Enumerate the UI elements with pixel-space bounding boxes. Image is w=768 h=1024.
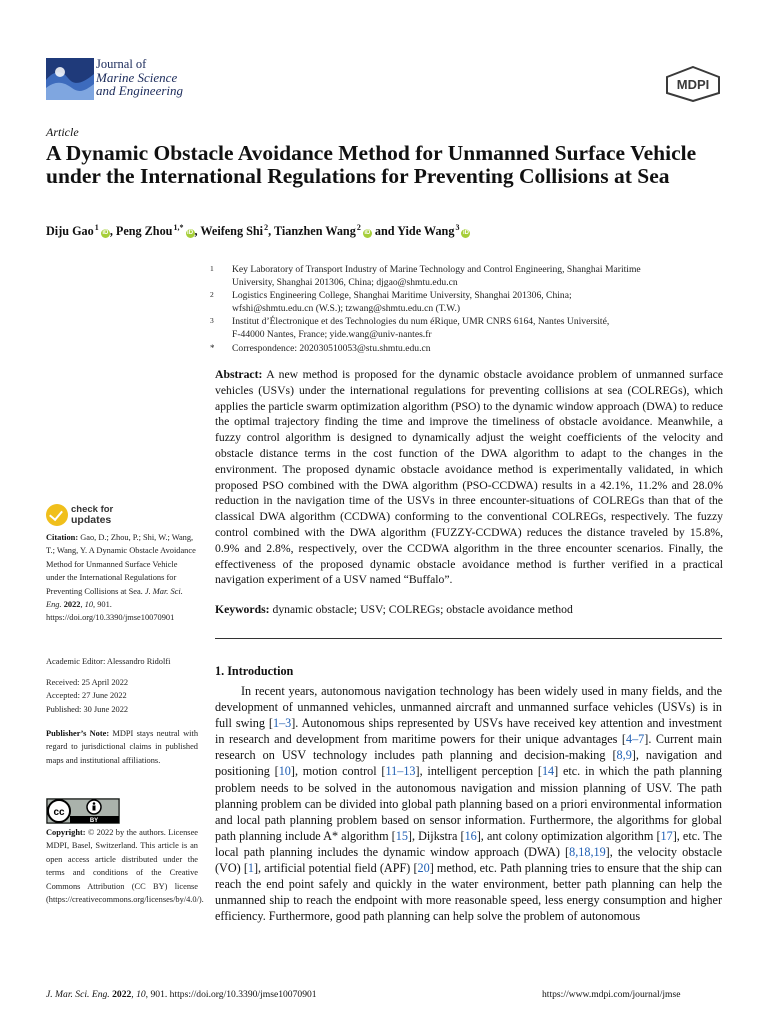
journal-wave-logo bbox=[46, 58, 94, 100]
citation-label: Citation: bbox=[46, 533, 79, 542]
author-name: Tianzhen Wang bbox=[273, 224, 356, 239]
citation-doi[interactable]: , 901. https://doi.org/10.3390/jmse10070901 bbox=[46, 600, 175, 623]
footer-volume: 10 bbox=[136, 989, 146, 1000]
citation-link[interactable]: 11–13 bbox=[385, 764, 416, 779]
orcid-icon[interactable]: iD bbox=[462, 230, 469, 237]
author-affiliation-mark: 3 bbox=[455, 223, 460, 232]
footer-year: 2022 bbox=[112, 989, 132, 1000]
publisher-note-text: MDPI stays neutral with regard to jurisdictional claims in published maps and institutional affiliations. bbox=[46, 729, 199, 765]
accepted-date: Accepted: 27 June 2022 bbox=[46, 691, 127, 701]
citation-link[interactable]: 20 bbox=[417, 861, 430, 876]
affiliation-line: Institut d’Électronique et des Technologies du num éRique, UMR CNRS 6164, Nantes Université, bbox=[232, 316, 610, 327]
citation-link[interactable]: 4–7 bbox=[625, 732, 645, 747]
abstract-label: Abstract: bbox=[215, 368, 263, 381]
section-heading: 1. Introduction bbox=[215, 664, 294, 678]
text-run: ], motion control [ bbox=[290, 764, 386, 779]
text-run: ] etc. in which the path planning problem needs to be solved in the autonomous navigation and mission planning of USV. The path planning problem can be divided into global path planning based on a priori environmental information and local path planning problem based on sensor information. Furthermore, the algorithms for global path planning include A* algorithm [ bbox=[215, 764, 722, 843]
affiliation-line: Logistics Engineering College, Shanghai Maritime University, Shanghai 201306, China; bbox=[232, 290, 572, 301]
cc-by-license-icon[interactable] bbox=[46, 798, 120, 824]
citation-year: 2022 bbox=[63, 600, 81, 610]
paragraph bbox=[215, 683, 722, 924]
affiliation-line: Key Laboratory of Transport Industry of Marine Technology and Control Engineering, Shanghai Maritime bbox=[232, 264, 641, 275]
citation-link[interactable]: 14 bbox=[541, 764, 555, 779]
text-run: ], etc. The local path planning includes the dynamic window approach (DWA) [ bbox=[215, 828, 723, 859]
affiliation-line: F-44000 Nantes, France; yide.wang@univ-nantes.fr bbox=[232, 329, 432, 341]
check-icon bbox=[46, 504, 68, 526]
author-name: Peng Zhou bbox=[115, 224, 173, 239]
correspondence-mark: * bbox=[210, 343, 215, 353]
cc-by-text: BY bbox=[89, 818, 99, 824]
keywords bbox=[215, 603, 723, 616]
text-run: ], intelligent perception [ bbox=[415, 764, 542, 779]
affiliation-number: 3 bbox=[210, 316, 214, 325]
footer-journal: J. Mar. Sci. Eng. bbox=[46, 989, 110, 1000]
citation-link[interactable]: 16 bbox=[464, 828, 477, 843]
citation-journal: J. Mar. Sci. Eng. bbox=[46, 586, 183, 610]
abstract-text: A new method is proposed for the dynamic obstacle avoidance problem of unmanned surface vehicles (USVs) under the international regulations for preventing collisions at sea (COLREGs), which applies the particle swarm optimization algorithm (PSO) to the dynamic window approach (DWA) to reduce the optimal trajectory finding the time and improve the timeliness of obstacle avoidance. Meanwhile, a fuzzy control algorithm is designed to dynamically adjust the weight coefficients of the velocity and obstacle distance terms in the cost function of the DWA algorithm to adapt to the changes in the environment. The proposed dynamic obstacle avoidance method is experimentally validated, in which proposed PSO combined with the DWA algorithm (PSO-CCDWA) results in a 42.1%, 11.2% and 28.0% reduction in the navigation time of the USVs in three encounter-situations of COLREGs than that of the classical DWA algorithm (CCDWA) conforming to the conventional COLREGs, respectively. The fuzzy control combined with the DWA algorithm (FUZZY-CCDWA) reduces the distance traveled by 15.8%, 0.9% and 2.8%, respectively, over the CCDWA algorithm in the three encounter scenarios. Finally, the effectiveness of the proposed dynamic obstacle avoidance method is further verified in a practical navigation experiment of a USV named “Buffalo”. bbox=[215, 368, 724, 587]
mdpi-logo bbox=[664, 66, 722, 102]
text-run: ]. Autonomous ships represented by USVs have received key attention and investment in research and development from maritime powers for their unique advantages [ bbox=[215, 716, 722, 747]
author-affiliation-mark: 2 bbox=[264, 223, 269, 232]
text-run: ] method, etc. Path planning tries to ensure that the ship can reach the end point safely and quickly in the water environment, better path planning can help the unmanned ship to reach the endpoint with more reasonable speed, less energy consumption and higher efficiency. Furthermore, good path planning can help solve the problem of autonomous bbox=[215, 861, 722, 924]
copyright-notice bbox=[46, 826, 204, 906]
footer-doi-link[interactable]: , 901. https://doi.org/10.3390/jmse10070901 bbox=[145, 989, 317, 1000]
author-name: Weifeng Shi bbox=[200, 224, 264, 239]
orcid-icon[interactable]: iD bbox=[102, 230, 109, 237]
citation-volume: 10 bbox=[84, 600, 93, 610]
publisher-note bbox=[46, 727, 198, 767]
text-run: ]. Current main research on USV technology includes path planning and decision-making [ bbox=[215, 732, 722, 763]
article-type: Article bbox=[46, 125, 79, 139]
text-run: ], artificial potential field (APF) [ bbox=[254, 861, 418, 876]
citation-text: Gao, D.; Zhou, P.; Shi, W.; Wang, T.; Wang, Y. A Dynamic Obstacle Avoidance Method for Unmanned Surface Vehicle under the International Regulations for Preventing Collisions at Sea. bbox=[46, 533, 196, 596]
author-list: Diju Gao $^1$ iD , Peng Zhou $^{1,*}$ iD , Weifeng Shi $^2$, Tianzhen Wang $^2$ iD and Yide Wang $^3$ iD bbox=[46, 223, 469, 239]
footer-citation: J. Mar. Sci. Eng. 2022, 10, 901. https://doi.org/10.3390/jmse10070901 bbox=[46, 989, 317, 1000]
citation-link[interactable]: 8,18,19 bbox=[569, 844, 606, 859]
text-run: ], ant colony optimization algorithm [ bbox=[476, 828, 661, 843]
check-updates-line1: check for bbox=[71, 504, 114, 515]
received-date: Received: 25 April 2022 bbox=[46, 678, 129, 687]
text-run: ], navigation and positioning [ bbox=[215, 748, 722, 779]
orcid-icon[interactable]: iD bbox=[364, 230, 371, 237]
correspondence-line: Correspondence: 202030510053@stu.shmtu.edu.cn bbox=[232, 343, 431, 354]
author-name: Yide Wang bbox=[397, 224, 455, 239]
affiliation-number: 1 bbox=[210, 264, 214, 273]
affiliation-line: University, Shanghai 201306, China; djgao@shmtu.edu.cn bbox=[232, 277, 458, 289]
abstract bbox=[215, 367, 723, 588]
copyright-text: © 2022 by the authors. Licensee MDPI, Basel, Switzerland. This article is an open access article distributed under the terms and conditions of the Creative Commons Attribution (CC BY) license (https://creativecommons.org/licenses/by/4.0/). bbox=[46, 828, 204, 905]
keywords-text: dynamic obstacle; USV; COLREGs; obstacle avoidance method bbox=[272, 603, 573, 616]
check-for-updates-badge[interactable] bbox=[46, 504, 136, 528]
check-updates-line2: updates bbox=[71, 514, 112, 526]
affiliation-line: wfshi@shmtu.edu.cn (W.S.); tzwang@shmtu.edu.cn (T.W.) bbox=[232, 303, 461, 315]
published-date: Published: 30 June 2022 bbox=[46, 704, 129, 714]
journal-name-line3: and Engineering bbox=[96, 83, 184, 98]
copyright-label: Copyright: bbox=[46, 828, 86, 837]
author-joiner: and bbox=[374, 224, 395, 239]
journal-name-line1: Journal of bbox=[96, 57, 147, 71]
citation-link[interactable]: 17 bbox=[660, 828, 673, 843]
footer-journal-url[interactable]: https://www.mdpi.com/journal/jmse bbox=[542, 989, 681, 1000]
academic-editor: Academic Editor: Alessandro Ridolfi bbox=[46, 657, 171, 666]
text-run: ], Dijkstra [ bbox=[407, 828, 465, 843]
journal-name-line2: Marine Science bbox=[96, 70, 178, 85]
author-affiliation-mark: 1 bbox=[94, 223, 99, 232]
publisher-note-label: Publisher’s Note: bbox=[46, 729, 110, 738]
introduction-body bbox=[215, 683, 722, 924]
publication-dates bbox=[46, 676, 198, 716]
svg-text:cc: cc bbox=[53, 807, 65, 818]
citation-link[interactable]: 1 bbox=[247, 861, 254, 876]
journal-name bbox=[96, 58, 183, 97]
author-affiliation-mark: 1,* bbox=[173, 223, 184, 232]
author-affiliation-mark: 2 bbox=[356, 223, 361, 232]
citation-block: Citation: Gao, D.; Zhou, P.; Shi, W.; Wang, T.; Wang, Y. A Dynamic Obstacle Avoidance Method for Unmanned Surface Vehicle under the International Regulations for Preventing Collisions at Sea. J. Mar. Sci. Eng. 2022, 10, 901. https://doi.org/10.3390/jmse10070901 bbox=[46, 533, 196, 623]
keywords-label: Keywords: bbox=[215, 603, 270, 616]
mdpi-logo-text: MDPI bbox=[676, 77, 710, 92]
orcid-icon[interactable]: iD bbox=[187, 230, 194, 237]
citation-link[interactable]: 15 bbox=[395, 828, 408, 843]
citation-link[interactable]: 1–3 bbox=[272, 716, 292, 731]
author-name: Diju Gao bbox=[46, 224, 94, 239]
text-run: ], the velocity obstacle (VO) [ bbox=[215, 844, 723, 876]
citation-link[interactable]: 8,9 bbox=[616, 748, 632, 763]
article-title: A Dynamic Obstacle Avoidance Method for Unmanned Surface Vehicle under the International Regulations for Preventing Collisions at Sea bbox=[46, 141, 697, 188]
citation-link[interactable]: 10 bbox=[278, 764, 291, 779]
affiliation-number: 2 bbox=[210, 290, 214, 299]
section-divider bbox=[215, 638, 722, 639]
text-run: In recent years, autonomous navigation technology has been widely used in many fields, and the development of unmanned vehicles, unmanned aircraft and unmanned surface vehicles (USVs) is in full swing [ bbox=[215, 684, 722, 731]
